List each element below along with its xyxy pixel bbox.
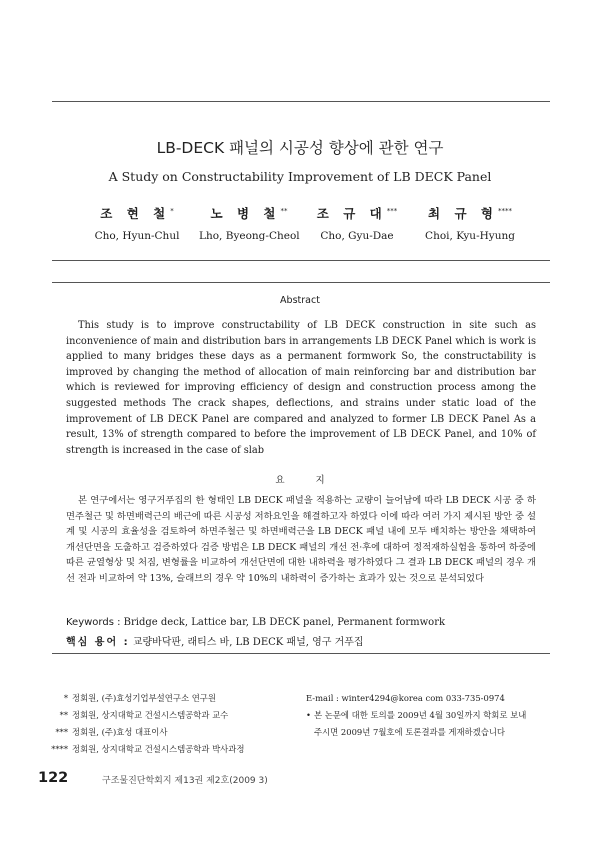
abstract-heading: Abstract: [280, 295, 320, 306]
korean-summary-heading: 요 지: [275, 475, 339, 486]
author-mark: ****: [497, 206, 512, 215]
author-name-english: Cho, Gyu-Dae: [320, 230, 394, 242]
contact-footnotes: [306, 690, 534, 741]
footnote-mark: ***: [55, 727, 68, 737]
keywords-english: [66, 617, 445, 628]
keywords-value: 교량바닥판, 래티스 바, LB DECK 패널, 영구 거푸집: [132, 637, 364, 648]
footnote-row: [40, 707, 244, 724]
author-name-korean: 조 규 대: [316, 206, 387, 221]
author-mark: **: [280, 206, 288, 215]
keywords-label: Keywords :: [66, 617, 121, 628]
korean-summary-text: 본 연구에서는 영구거푸집의 한 형태인 LB DECK 패널을 적용하는 교량이 늘어남에 따라 LB DECK 시공 중 하면주철근 및 하면배력근의 배근에 따른 시공성 저하요인을 해결하고자 하였다 이에 따라 여러 가지 제시된 방안 중 설계 및 시공의 효율성을 검토하여 하면주철근 및 하면배력근을 LB DECK 패널 내에 모두 배치하는 방안을 채택하여 개선단면을 도출하고 검증하였다 검증 방법은 LB DECK 패널의 개선 전·후에 대하여 정적재하실험을 통하여 하중에 따른 균열형상 및 처짐, 변형률을 비교하여 개선단면에 대한 내하력을 평가하였다 그 결과 LB DECK 패널의 경우 개선 전과 비교하여 약 13%, 슬래브의 경우 약 10%의 내하력이 증가하는 효과가 있는 것으로 분석되었다: [66, 495, 536, 584]
author-name-korean: 조 현 철: [100, 206, 171, 221]
discussion-note: [306, 707, 534, 741]
affiliation-footnotes: [40, 690, 244, 758]
footnote-text: 정회원, 상지대학교 건설시스템공학과 교수: [72, 710, 229, 720]
abstract-text: This study is to improve constructability of LB DECK construction in site such as inconvenience of main and distribution bars in arrangements LB DECK Panel which is work is applied to many bridges these days as a permanent formwork So, the constructability is improved by changing the method of allocation of main reinforcing bar and distribution bar which is reviewed for improving efficiency of design and construction process among the suggested methods The crack shapes, deflections, and strains under static load of the improvement of LB DECK Panel are compared and analyzed to former LB DECK Panel As a result, 13% of strength compared to before the improvement of LB DECK Panel, and 10% of strength is increased in the case of slab: [66, 320, 536, 456]
footnote-row: [40, 724, 244, 741]
author-name-english: Choi, Kyu-Hyung: [425, 230, 515, 242]
discussion-note-text: 본 논문에 대한 토의를 2009년 4월 30일까지 학회로 보내 주시면 2009년 7월호에 토론결과를 게재하겠습니다: [314, 710, 527, 737]
footnote-row: [40, 741, 244, 758]
author-name-korean: 최 규 형: [428, 206, 498, 221]
author-mark: *: [170, 206, 174, 215]
paper-title-english: A Study on Constructability Improvement of LB DECK Panel: [108, 169, 492, 184]
author-mark: ***: [386, 206, 398, 215]
keywords-label: 핵심 용어 :: [66, 637, 130, 648]
author-1: [87, 204, 187, 242]
page-number: 122: [38, 770, 69, 786]
author-name-korean: 노 병 철: [210, 206, 281, 221]
keywords-value: Bridge deck, Lattice bar, LB DECK panel, Permanent formwork: [123, 617, 446, 628]
footnote-text: 정회원, (주)효성 대표이사: [72, 727, 168, 737]
footnote-mark: ****: [51, 744, 68, 754]
footnote-row: [40, 690, 244, 707]
author-name-english: Lho, Byeong-Cheol: [199, 230, 300, 242]
bullet-icon: •: [306, 710, 311, 720]
email-line: E-mail : winter4294@korea com 033-735-0974: [306, 693, 505, 703]
journal-citation: 구조물진단학회지 제13권 제2호(2009 3): [102, 776, 268, 786]
author-4: [415, 204, 525, 242]
keywords-korean: [66, 633, 364, 648]
author-2: [199, 204, 299, 242]
author-name-english: Cho, Hyun-Chul: [94, 230, 180, 242]
author-3: [307, 204, 407, 242]
footnote-text: 정회원, 상지대학교 건설시스템공학과 박사과정: [72, 744, 245, 754]
footnote-text: 정회원, (주)효성기업부설연구소 연구원: [72, 693, 216, 703]
footnote-mark: *: [63, 693, 68, 703]
paper-title-korean: LB-DECK 패널의 시공성 향상에 관한 연구: [156, 139, 444, 157]
footnote-mark: **: [59, 710, 68, 720]
